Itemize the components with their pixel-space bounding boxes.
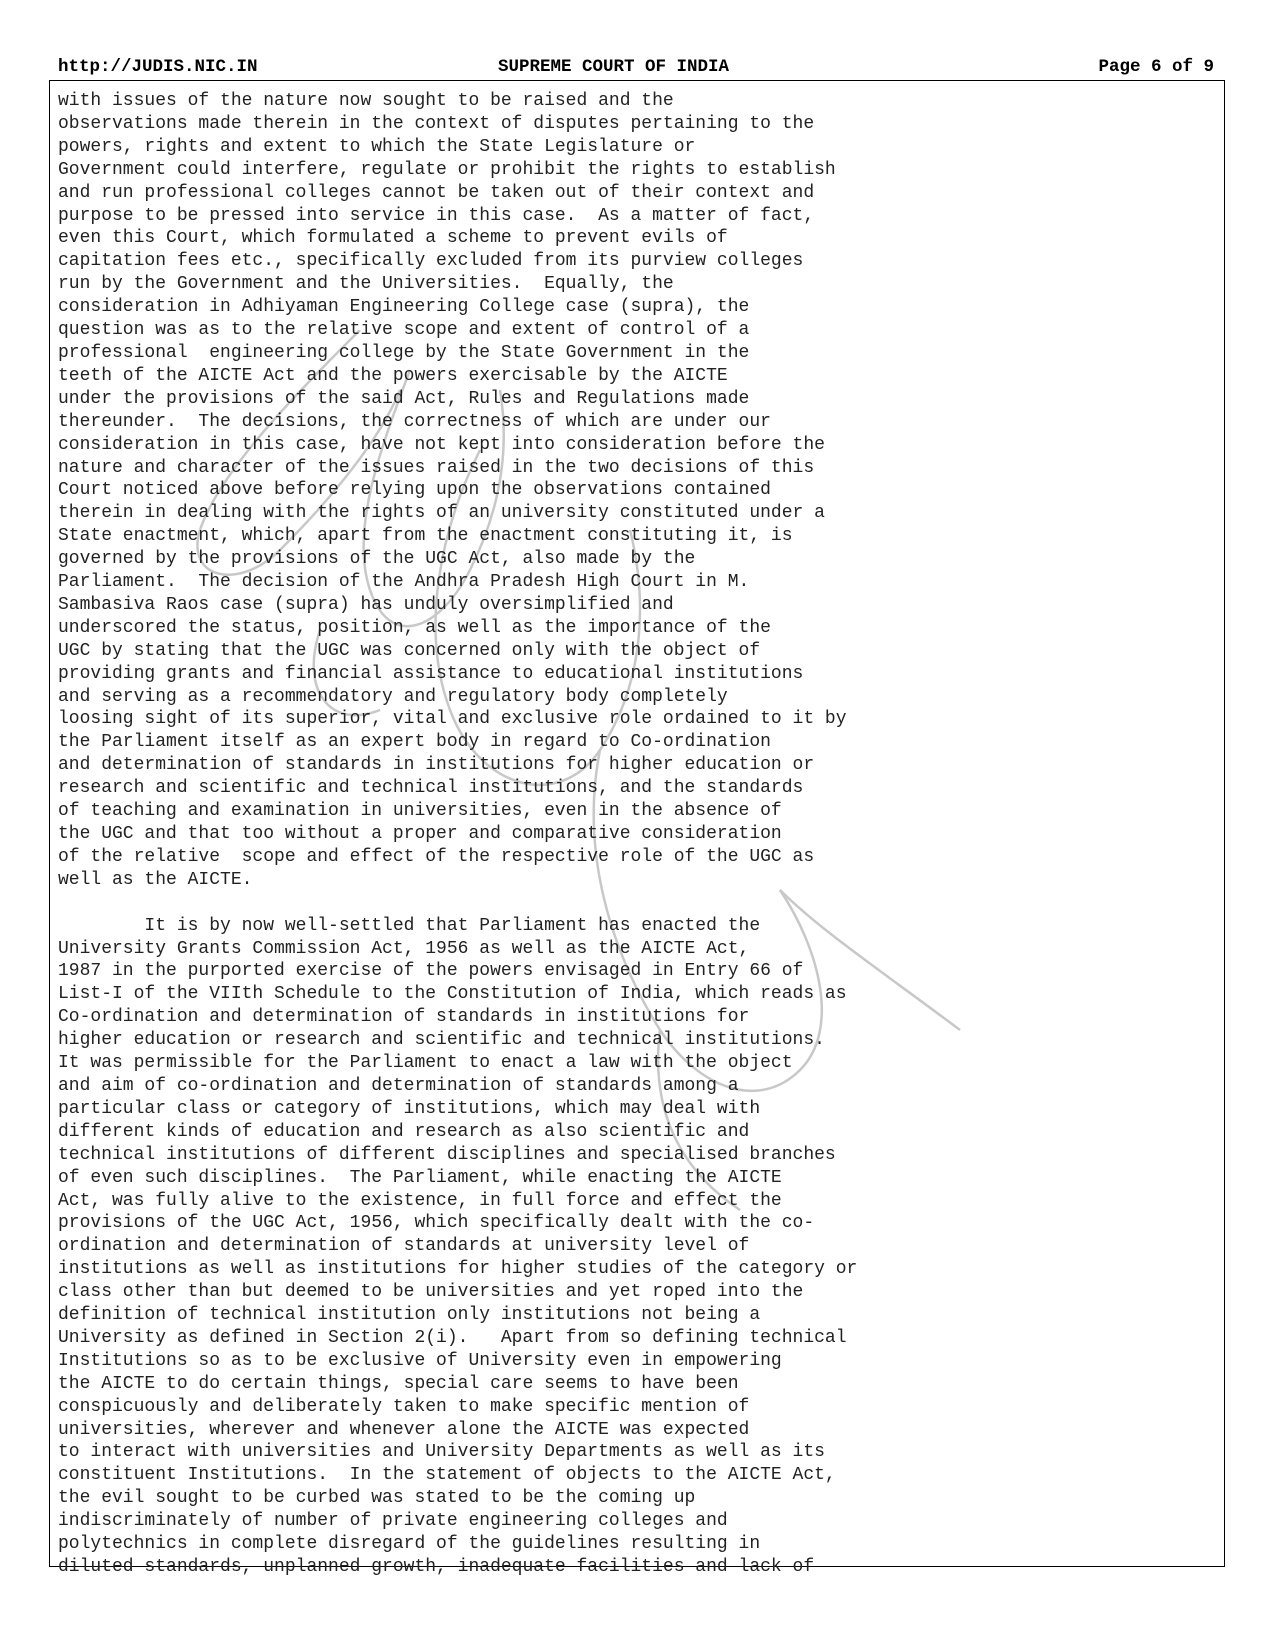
- text-line: the UGC and that too without a proper and comparative consideration: [58, 824, 782, 844]
- text-line: of teaching and examination in universities, even in the absence of: [58, 801, 782, 822]
- text-line: It is by now well-settled that Parliament has enacted the: [58, 915, 761, 936]
- text-line: Parliament. The decision of the Andhra Pradesh High Court in M.: [58, 572, 750, 593]
- text-line: University Grants Commission Act, 1956 as well as the AICTE Act,: [58, 938, 750, 959]
- text-line: consideration in this case, have not kept into consideration before the: [58, 434, 825, 455]
- text-line: particular class or category of institutions, which may deal with: [58, 1098, 761, 1119]
- text-line: governed by the provisions of the UGC Act, also made by the: [58, 549, 696, 570]
- text-line: Government could interfere, regulate or prohibit the rights to establish: [58, 159, 836, 180]
- text-line: providing grants and financial assistance to educational institutions: [58, 663, 804, 684]
- text-line: 1987 in the purported exercise of the powers envisaged in Entry 66 of: [58, 961, 804, 982]
- text-line: [58, 892, 1218, 915]
- text-line: purpose to be pressed into service in this case. As a matter of fact,: [58, 205, 815, 226]
- text-line: polytechnics in complete disregard of the guidelines resulting in: [58, 1534, 761, 1555]
- court-name: SUPREME COURT OF INDIA: [498, 57, 730, 77]
- text-line: research and scientific and technical institutions, and the standards: [58, 778, 804, 799]
- text-line: teeth of the AICTE Act and the powers exercisable by the AICTE: [58, 365, 728, 386]
- text-line: of even such disciplines. The Parliament, while enacting the AICTE: [58, 1167, 782, 1188]
- text-line: Sambasiva Raos case (supra) has unduly oversimplified and: [58, 594, 674, 615]
- text-line: Court noticed above before relying upon the observations contained: [58, 480, 771, 501]
- text-line: run by the Government and the Universities. Equally, the: [58, 274, 674, 295]
- text-line: and run professional colleges cannot be taken out of their context and: [58, 182, 815, 203]
- text-line: well as the AICTE.: [58, 869, 253, 890]
- text-line: University as defined in Section 2(i). Apart from so defining technical: [58, 1327, 847, 1348]
- text-line: UGC by stating that the UGC was concerned only with the object of: [58, 640, 761, 661]
- text-line: observations made therein in the context of disputes pertaining to the: [58, 113, 815, 134]
- text-line: powers, rights and extent to which the State Legislature or: [58, 136, 696, 157]
- text-line: thereunder. The decisions, the correctness of which are under our: [58, 411, 771, 432]
- text-line: the AICTE to do certain things, special care seems to have been: [58, 1373, 739, 1394]
- text-line: consideration in Adhiyaman Engineering College case (supra), the: [58, 297, 750, 318]
- text-line: provisions of the UGC Act, 1956, which specifically dealt with the co-: [58, 1213, 815, 1234]
- page-header: [58, 56, 1214, 78]
- text-line: constituent Institutions. In the statement of objects to the AICTE Act,: [58, 1465, 836, 1486]
- text-line: under the provisions of the said Act, Rules and Regulations made: [58, 388, 750, 409]
- text-line: question was as to the relative scope and extent of control of a: [58, 320, 750, 341]
- text-line: the Parliament itself as an expert body in regard to Co-ordination: [58, 732, 771, 753]
- text-line: technical institutions of different disciplines and specialised branches: [58, 1144, 836, 1165]
- site-url[interactable]: http://JUDIS.NIC.IN: [58, 57, 258, 77]
- text-line: loosing sight of its superior, vital and exclusive role ordained to it by: [58, 709, 847, 730]
- text-line: even this Court, which formulated a scheme to prevent evils of: [58, 228, 728, 249]
- text-line: ordination and determination of standards at university level of: [58, 1236, 750, 1257]
- text-line: and determination of standards in institutions for higher education or: [58, 755, 815, 776]
- text-line: higher education or research and scientific and technical institutions.: [58, 1030, 825, 1051]
- text-line: nature and character of the issues raised in the two decisions of this: [58, 457, 815, 478]
- text-line: diluted standards, unplanned growth, inadequate facilities and lack of: [58, 1557, 815, 1577]
- text-line: and serving as a recommendatory and regulatory body completely: [58, 686, 728, 707]
- text-line: with issues of the nature now sought to be raised and the: [58, 91, 674, 111]
- text-line: Institutions so as to be exclusive of University even in empowering: [58, 1350, 782, 1371]
- text-line: universities, wherever and whenever alone the AICTE was expected: [58, 1419, 750, 1440]
- text-line: institutions as well as institutions for higher studies of the category or: [58, 1259, 858, 1280]
- text-line: capitation fees etc., specifically excluded from its purview colleges: [58, 251, 804, 272]
- text-line: Co-ordination and determination of standards in institutions for: [58, 1007, 750, 1028]
- document-body: [58, 90, 1218, 1579]
- text-line: indiscriminately of number of private engineering colleges and: [58, 1511, 728, 1532]
- text-line: and aim of co-ordination and determination of standards among a: [58, 1075, 739, 1096]
- text-line: class other than but deemed to be universities and yet roped into the: [58, 1282, 804, 1303]
- text-line: State enactment, which, apart from the enactment constituting it, is: [58, 526, 793, 547]
- text-line: conspicuously and deliberately taken to make specific mention of: [58, 1396, 750, 1417]
- text-line: definition of technical institution only institutions not being a: [58, 1305, 761, 1326]
- text-line: of the relative scope and effect of the respective role of the UGC as: [58, 846, 815, 867]
- text-line: the evil sought to be curbed was stated to be the coming up: [58, 1488, 696, 1509]
- text-line: therein in dealing with the rights of an university constituted under a: [58, 503, 825, 524]
- text-line: It was permissible for the Parliament to enact a law with the object: [58, 1053, 793, 1074]
- text-line: professional engineering college by the State Government in the: [58, 342, 750, 363]
- text-line: List-I of the VIIth Schedule to the Constitution of India, which reads as: [58, 984, 847, 1005]
- text-line: different kinds of education and research as also scientific and: [58, 1121, 750, 1142]
- text-line: to interact with universities and University Departments as well as its: [58, 1442, 825, 1463]
- text-line: Act, was fully alive to the existence, in full force and effect the: [58, 1190, 782, 1211]
- page-indicator: Page 6 of 9: [1098, 57, 1214, 77]
- text-line: underscored the status, position, as well as the importance of the: [58, 617, 771, 638]
